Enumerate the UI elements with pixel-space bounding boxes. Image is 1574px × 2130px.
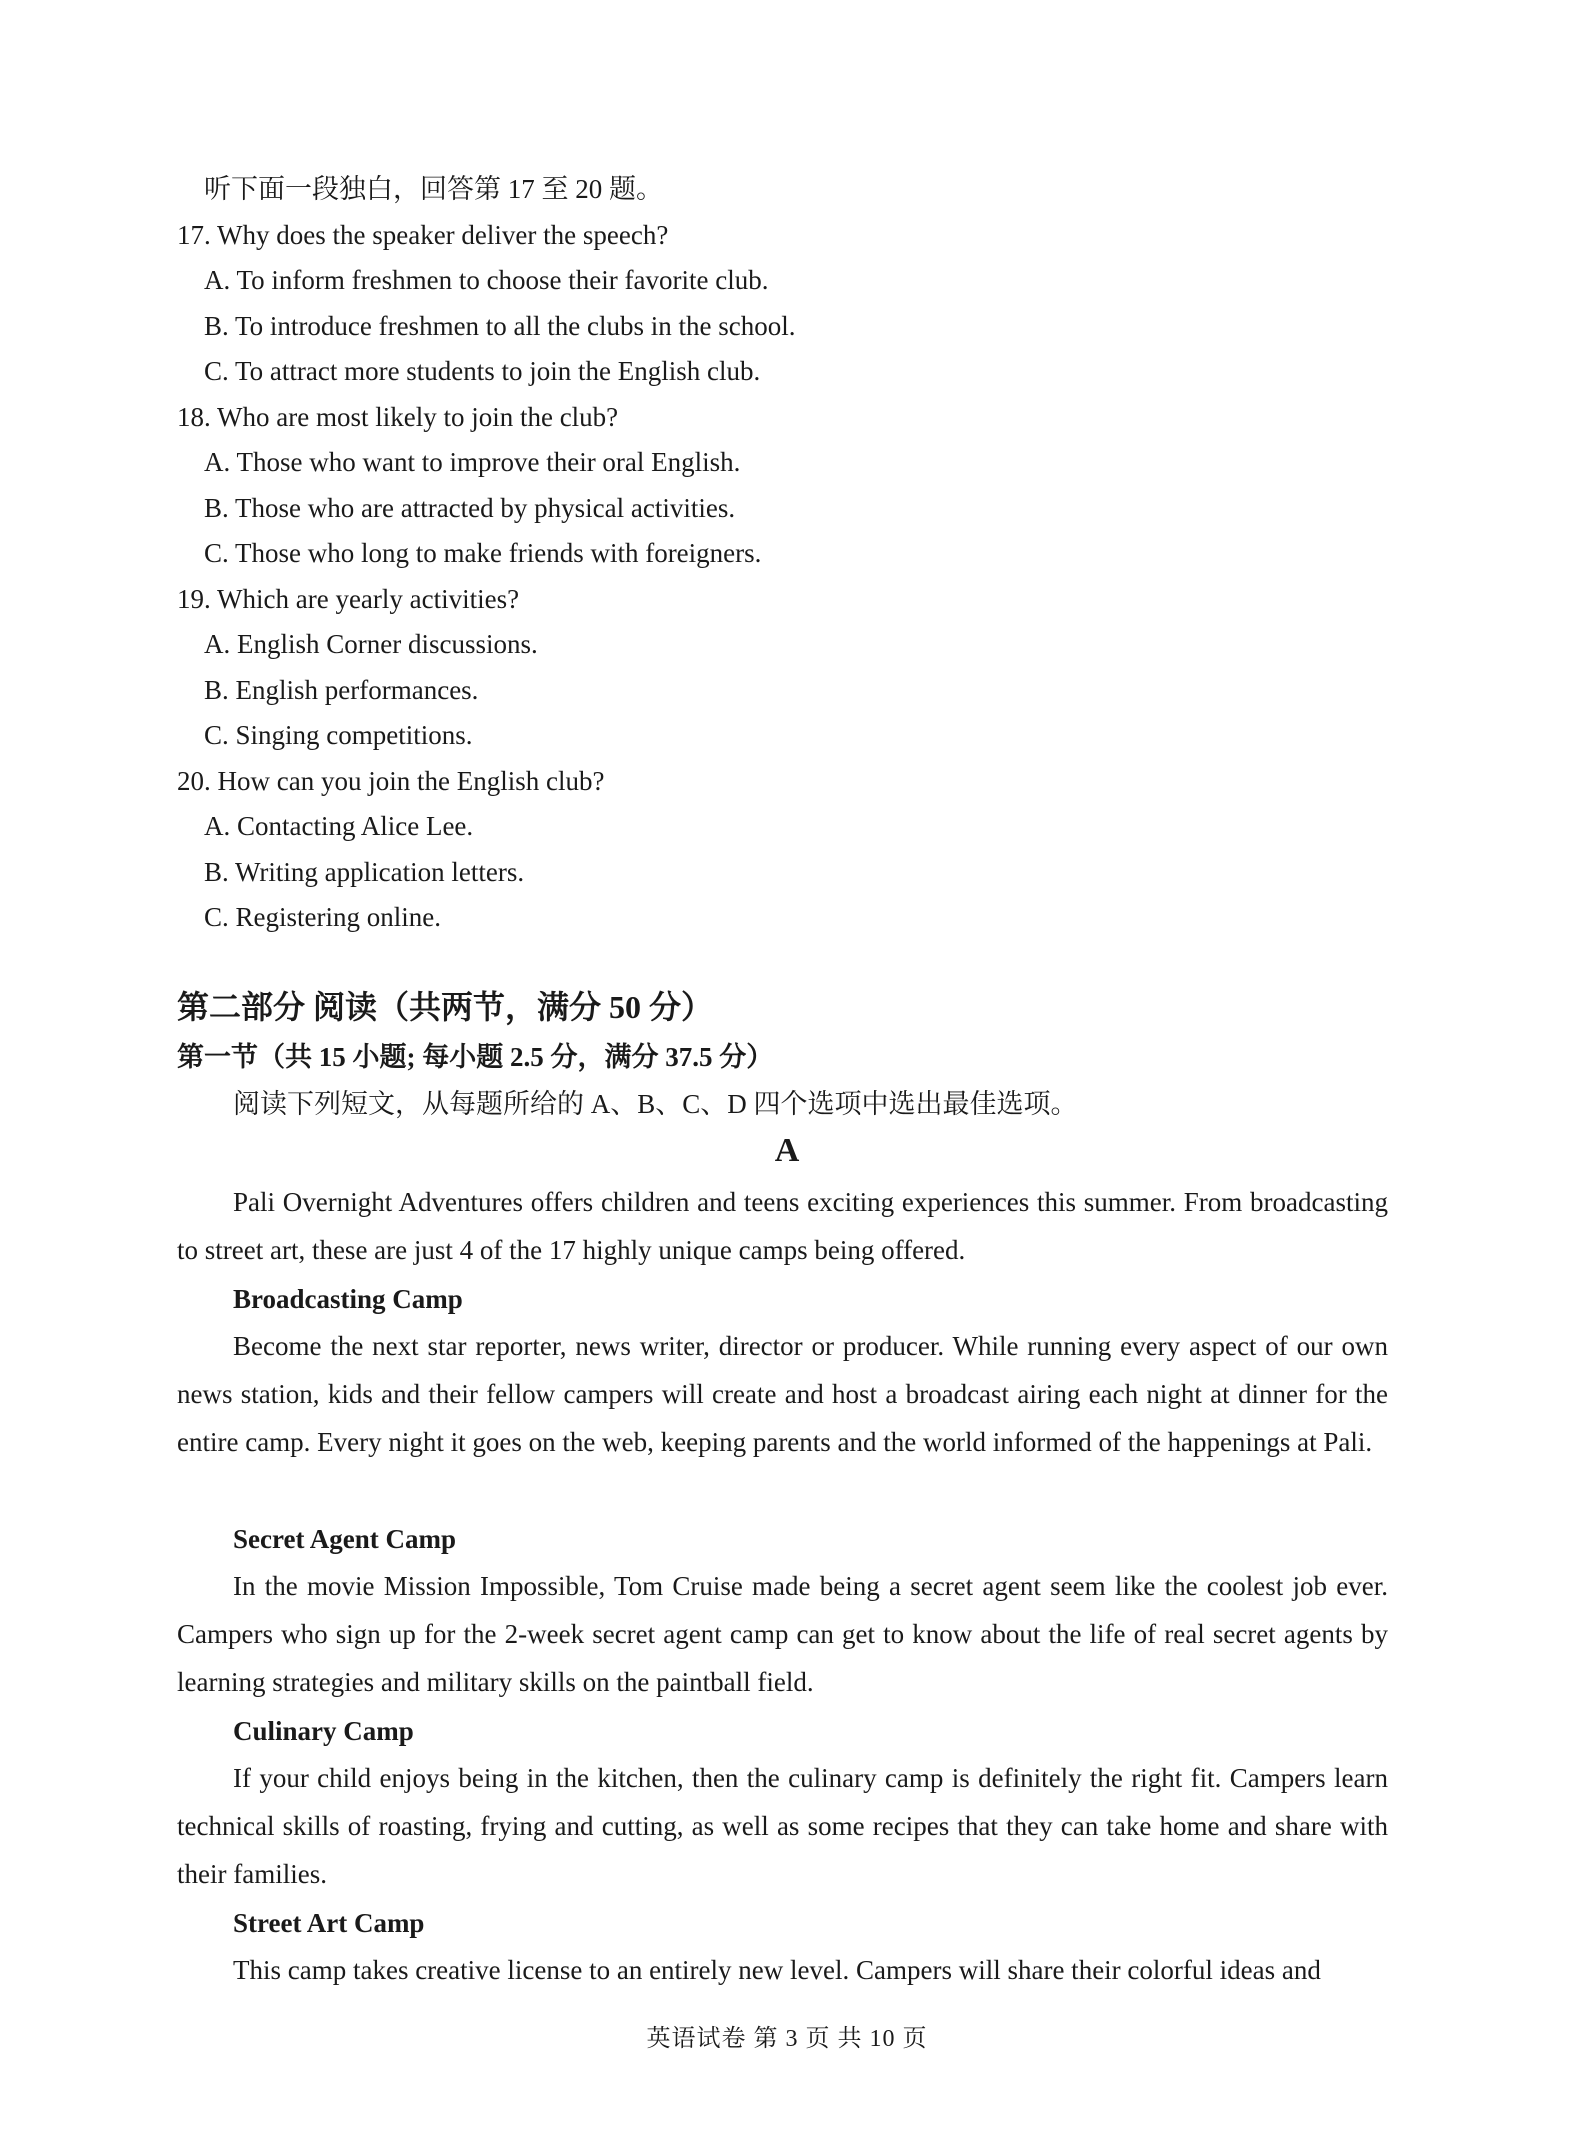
question-18-option-b: B. Those who are attracted by physical activities. [204,493,736,523]
page-footer: 英语试卷 第 3 页 共 10 页 [646,2026,928,2052]
question-18: 18. Who are most likely to join the club? [177,402,619,432]
question-20-option-c: C. Registering online. [204,902,441,932]
question-20-option-b: B. Writing application letters. [204,857,525,887]
passage-letter: A [774,1132,800,1169]
camp-title-culinary: Culinary Camp [233,1716,414,1746]
camp-text-broadcasting: Become the next star reporter, news writer, director or producer. While running every aspect of our own news station, kids and their fellow campers will create and host a broadcast airing each night at dinner for the entire camp. Every night it goes on the web, keeping parents and the world informed of the happenings at Pali. [177,1331,1388,1457]
question-17: 17. Why does the speaker deliver the speech? [177,220,669,250]
camp-title-secret-agent: Secret Agent Camp [233,1524,456,1554]
question-19-option-a: A. English Corner discussions. [204,629,538,659]
camp-text-street-art: This camp takes creative license to an entirely new level. Campers will share their colorful ideas and [233,1955,1321,1985]
question-18-option-a: A. Those who want to improve their oral English. [204,447,741,477]
question-18-option-c: C. Those who long to make friends with foreigners. [204,538,762,568]
reading-instruction: 阅读下列短文，从每题所给的 A、B、C、D 四个选项中选出最佳选项。 [233,1089,1078,1119]
camp-title-street-art: Street Art Camp [233,1908,425,1938]
question-17-option-c: C. To attract more students to join the English club. [204,356,761,386]
question-17-option-a: A. To inform freshmen to choose their favorite club. [204,265,769,295]
question-20-option-a: A. Contacting Alice Lee. [204,811,474,841]
camp-title-broadcasting: Broadcasting Camp [233,1284,463,1314]
section-one-title: 第一节（共 15 小题; 每小题 2.5 分，满分 37.5 分） [177,1042,774,1072]
question-19-option-b: B. English performances. [204,675,479,705]
listening-intro: 听下面一段独白，回答第 17 至 20 题。 [204,174,663,204]
camp-text-culinary: If your child enjoys being in the kitchen, then the culinary camp is definitely the right fit. Campers learn technical skills of roasting, frying and cutting, as well as some recipes that they can take home and share with their families. [177,1763,1388,1889]
question-17-option-b: B. To introduce freshmen to all the clubs in the school. [204,311,796,341]
question-20: 20. How can you join the English club? [177,766,605,796]
question-19-option-c: C. Singing competitions. [204,720,473,750]
question-19: 19. Which are yearly activities? [177,584,520,614]
passage-intro: Pali Overnight Adventures offers children and teens exciting experiences this summer. From broadcasting to street art, these are just 4 of the 17 highly unique camps being offered. [177,1187,1388,1265]
camp-text-secret-agent: In the movie Mission Impossible, Tom Cruise made being a secret agent seem like the coolest job ever. Campers who sign up for the 2-week secret agent camp can get to know about the life of real secret agents by learning strategies and military skills on the paintball field. [177,1571,1388,1697]
part-two-title: 第二部分 阅读（共两节，满分 50 分） [177,989,714,1025]
